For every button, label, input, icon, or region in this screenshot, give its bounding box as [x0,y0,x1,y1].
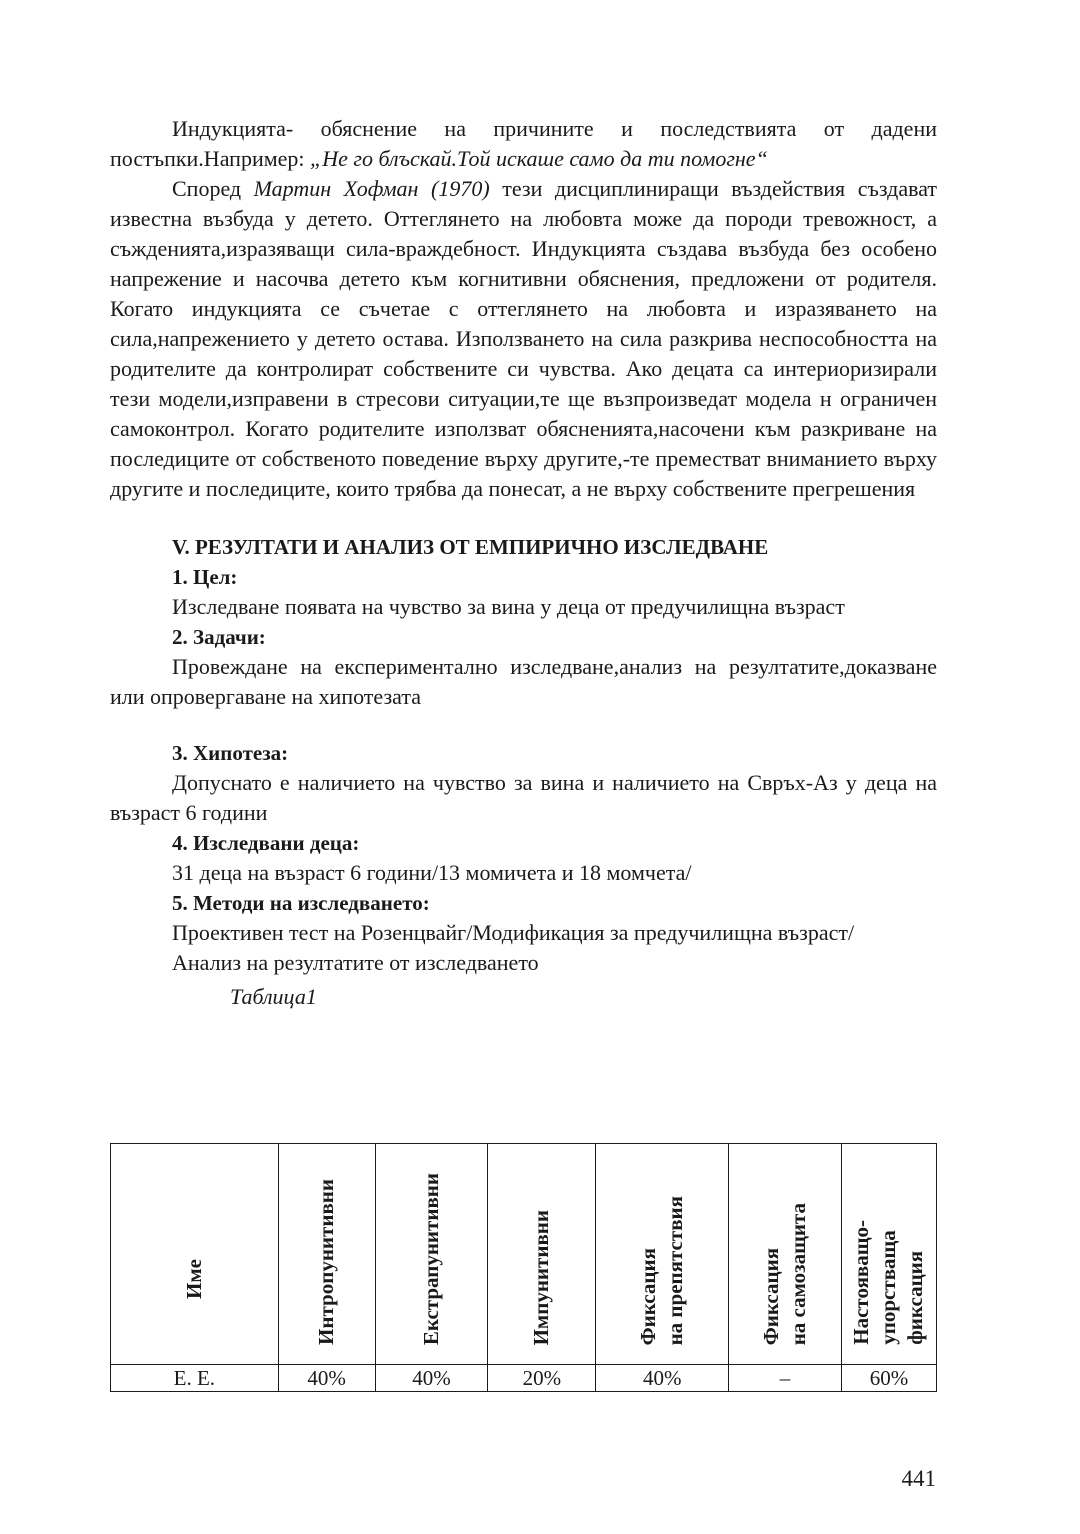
section-heading: V. РЕЗУЛТАТИ И АНАЛИЗ ОТ ЕМПИРИЧНО ИЗСЛЕДВАНЕ [172,535,769,559]
table-header-row [111,1144,937,1365]
children-text: 31 деца на възраст 6 години/13 момичета и 18 момчета/ [172,860,692,885]
table-caption: Таблица1 [230,984,317,1009]
methods-label: 5. Методи на изследването: [172,891,430,915]
quote-example: „Не го блъскай.Той искаше само да ти помогне“ [310,146,768,171]
table-cell: 40% [375,1365,488,1392]
table-cell: 40% [278,1365,375,1392]
header-name: Име [111,1144,279,1365]
author-citation: Мартин Хофман (1970) [253,176,490,201]
header-extrapunitive: Екстрапунитивни [375,1144,488,1365]
header-impunitive: Импунитивни [488,1144,596,1365]
page-body [110,114,937,1012]
header-persistence-fixation: Настояващо- упорстваща фиксация [841,1144,936,1365]
page-number: 441 [901,1466,936,1491]
analysis-text: Анализ на резултатите от изследването [172,950,539,975]
tasks-text: Провеждане на експериментално изследване,анализ на резултатите,доказване или опровергаване на хипотезата [110,654,937,709]
table-cell: 20% [488,1365,596,1392]
goal-label: 1. Цел: [172,565,238,589]
paragraph-induction: Индукцията- обяснение на причините и последствията от дадени постъпки.Например: „Не го блъскай.Той искаше само да ти помогне“ [110,116,937,171]
header-intropunitive: Интропунитивни [278,1144,375,1365]
results-table [110,1143,937,1392]
hypothesis-label: 3. Хипотеза: [172,741,289,765]
table-cell: 40% [596,1365,729,1392]
table-cell: Е. Е. [111,1365,279,1392]
table-cell: 60% [841,1365,936,1392]
hypothesis-text: Допуснато е наличието на чувство за вина и наличието на Свръх-Аз у деца на възраст 6 години [110,770,937,825]
children-label: 4. Изследвани деца: [172,831,360,855]
tasks-label: 2. Задачи: [172,625,266,649]
methods-text: Проективен тест на Розенцвайг/Модификация за предучилищна възраст/ [172,920,855,945]
goal-text: Изследване появата на чувство за вина у деца от предучилищна възраст [172,594,845,619]
header-self-defense-fixation: Фиксация на самозащита [729,1144,842,1365]
table-cell: – [729,1365,842,1392]
header-obstacle-fixation: Фиксация на препятствия [596,1144,729,1365]
table-row [111,1365,937,1392]
paragraph-hoffman: Според Мартин Хофман (1970) тези дисциплиниращи въздействия създават известна възбуда у детето. Оттеглянето на любовта може да породи тревожност, а съжденията,изразяващи сила-враждебност. Индукцията създава възбуда без особено напрежение и насочва детето към когнитивни обяснения, предложени от родителя. Когато индукцията се съчетае с оттеглянето на любовта и изразяването на сила,напрежението у детето остава. Използването на сила разкрива неспособността на родителите да контролират собствените си чувства. Ако децата са интериоризирали тези модели,изправени в стресови ситуации,те ще възпроизведат модела н ограничен самоконтрол. Когато родителите използват обясненията,насочени към разкриване на последиците от собственото поведение върху другите,-те преместват вниманието върху другите и последиците, които трябва да понесат, а не върху собствените прегрешения [110,176,938,501]
